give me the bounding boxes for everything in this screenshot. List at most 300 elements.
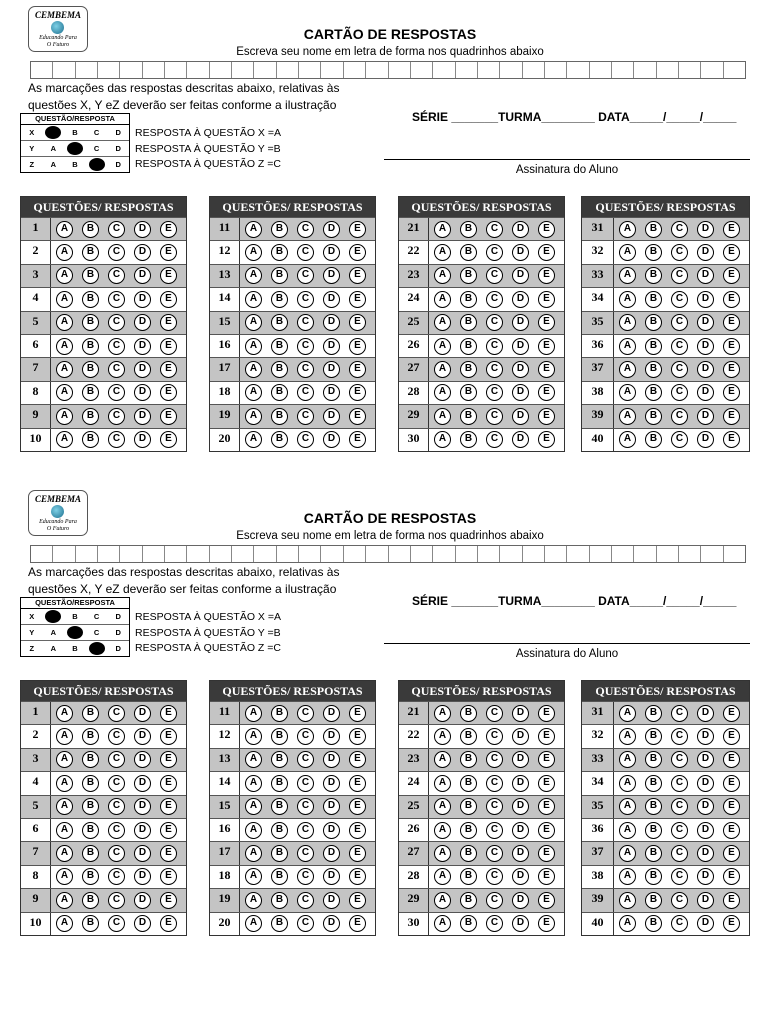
answer-bubble[interactable]: C bbox=[671, 291, 688, 308]
answer-bubble[interactable]: A bbox=[56, 338, 73, 355]
answer-bubble[interactable]: C bbox=[297, 868, 314, 885]
answer-bubble[interactable]: B bbox=[645, 892, 662, 909]
answer-bubble[interactable]: E bbox=[538, 431, 555, 448]
name-letter-box[interactable] bbox=[187, 546, 209, 562]
answer-bubble[interactable]: C bbox=[486, 314, 503, 331]
answer-bubble[interactable]: E bbox=[160, 915, 177, 932]
name-letter-box[interactable] bbox=[299, 546, 321, 562]
answer-bubble[interactable]: A bbox=[619, 244, 636, 261]
answer-bubble[interactable]: B bbox=[460, 338, 477, 355]
answer-bubble[interactable]: D bbox=[512, 822, 529, 839]
answer-bubble[interactable]: C bbox=[108, 338, 125, 355]
answer-bubble[interactable]: C bbox=[486, 431, 503, 448]
answer-bubble[interactable]: D bbox=[512, 892, 529, 909]
answer-bubble[interactable]: C bbox=[486, 291, 503, 308]
answer-bubble[interactable]: B bbox=[645, 338, 662, 355]
answer-bubble[interactable]: B bbox=[271, 384, 288, 401]
answer-bubble[interactable]: A bbox=[56, 868, 73, 885]
answer-bubble[interactable]: B bbox=[645, 775, 662, 792]
name-letter-box[interactable] bbox=[98, 546, 120, 562]
answer-bubble[interactable]: E bbox=[723, 892, 740, 909]
answer-bubble[interactable]: B bbox=[460, 915, 477, 932]
answer-bubble[interactable]: A bbox=[434, 267, 451, 284]
answer-bubble[interactable]: D bbox=[323, 915, 340, 932]
answer-bubble[interactable]: D bbox=[134, 244, 151, 261]
answer-bubble[interactable]: D bbox=[134, 798, 151, 815]
signature-line[interactable] bbox=[384, 159, 750, 160]
answer-bubble[interactable]: B bbox=[645, 361, 662, 378]
answer-bubble[interactable]: D bbox=[323, 408, 340, 425]
answer-bubble[interactable]: E bbox=[349, 221, 366, 238]
name-letter-box[interactable] bbox=[701, 546, 723, 562]
answer-bubble[interactable]: E bbox=[538, 868, 555, 885]
name-letter-box[interactable] bbox=[456, 62, 478, 78]
name-letter-box[interactable] bbox=[277, 62, 299, 78]
answer-bubble[interactable]: A bbox=[434, 338, 451, 355]
answer-bubble[interactable]: D bbox=[134, 361, 151, 378]
name-letter-box[interactable] bbox=[567, 546, 589, 562]
answer-bubble[interactable]: B bbox=[645, 408, 662, 425]
answer-bubble[interactable]: B bbox=[645, 244, 662, 261]
name-letter-box[interactable] bbox=[389, 62, 411, 78]
answer-bubble[interactable]: C bbox=[671, 408, 688, 425]
answer-bubble[interactable]: D bbox=[512, 845, 529, 862]
answer-bubble[interactable]: E bbox=[349, 314, 366, 331]
answer-bubble[interactable]: A bbox=[434, 798, 451, 815]
answer-bubble[interactable]: E bbox=[538, 221, 555, 238]
answer-bubble[interactable]: C bbox=[297, 798, 314, 815]
answer-bubble[interactable]: C bbox=[108, 915, 125, 932]
signature-line[interactable] bbox=[384, 643, 750, 644]
name-letter-box[interactable] bbox=[679, 62, 701, 78]
answer-bubble[interactable]: C bbox=[297, 384, 314, 401]
answer-bubble[interactable]: C bbox=[108, 798, 125, 815]
answer-bubble[interactable]: E bbox=[349, 728, 366, 745]
name-letter-box[interactable] bbox=[366, 546, 388, 562]
answer-bubble[interactable]: C bbox=[486, 892, 503, 909]
answer-bubble[interactable]: C bbox=[297, 751, 314, 768]
answer-bubble[interactable]: C bbox=[486, 221, 503, 238]
name-letter-box[interactable] bbox=[545, 62, 567, 78]
answer-bubble[interactable]: B bbox=[271, 915, 288, 932]
name-letter-box[interactable] bbox=[76, 62, 98, 78]
answer-bubble[interactable]: C bbox=[297, 408, 314, 425]
answer-bubble[interactable]: D bbox=[134, 705, 151, 722]
answer-bubble[interactable]: A bbox=[434, 868, 451, 885]
answer-bubble[interactable]: B bbox=[460, 384, 477, 401]
name-letter-box[interactable] bbox=[478, 62, 500, 78]
answer-bubble[interactable]: D bbox=[323, 868, 340, 885]
name-letter-box[interactable] bbox=[523, 62, 545, 78]
answer-bubble[interactable]: D bbox=[512, 291, 529, 308]
name-letter-box[interactable] bbox=[456, 546, 478, 562]
answer-bubble[interactable]: D bbox=[323, 775, 340, 792]
answer-bubble[interactable]: C bbox=[108, 845, 125, 862]
answer-bubble[interactable]: B bbox=[82, 221, 99, 238]
answer-bubble[interactable]: E bbox=[723, 338, 740, 355]
answer-bubble[interactable]: A bbox=[619, 892, 636, 909]
name-letter-box[interactable] bbox=[187, 62, 209, 78]
answer-bubble[interactable]: E bbox=[349, 291, 366, 308]
name-letter-box[interactable] bbox=[500, 546, 522, 562]
answer-bubble[interactable]: E bbox=[538, 845, 555, 862]
answer-bubble[interactable]: E bbox=[538, 915, 555, 932]
answer-bubble[interactable]: B bbox=[82, 728, 99, 745]
answer-bubble[interactable]: A bbox=[56, 244, 73, 261]
answer-bubble[interactable]: D bbox=[697, 244, 714, 261]
name-letter-box[interactable] bbox=[143, 62, 165, 78]
answer-bubble[interactable]: B bbox=[645, 221, 662, 238]
answer-bubble[interactable]: E bbox=[349, 361, 366, 378]
answer-bubble[interactable]: D bbox=[512, 244, 529, 261]
answer-bubble[interactable]: D bbox=[697, 868, 714, 885]
answer-bubble[interactable]: D bbox=[697, 775, 714, 792]
name-letter-box[interactable] bbox=[53, 62, 75, 78]
answer-bubble[interactable]: D bbox=[323, 384, 340, 401]
answer-bubble[interactable]: E bbox=[723, 408, 740, 425]
answer-bubble[interactable]: E bbox=[723, 775, 740, 792]
answer-bubble[interactable]: E bbox=[538, 291, 555, 308]
answer-bubble[interactable]: E bbox=[723, 915, 740, 932]
answer-bubble[interactable]: E bbox=[349, 705, 366, 722]
answer-bubble[interactable]: C bbox=[297, 728, 314, 745]
answer-bubble[interactable]: B bbox=[271, 408, 288, 425]
answer-bubble[interactable]: A bbox=[56, 915, 73, 932]
answer-bubble[interactable]: D bbox=[323, 728, 340, 745]
answer-bubble[interactable]: B bbox=[460, 431, 477, 448]
answer-bubble[interactable]: C bbox=[671, 221, 688, 238]
answer-bubble[interactable]: A bbox=[619, 751, 636, 768]
answer-bubble[interactable]: E bbox=[349, 798, 366, 815]
name-letter-box[interactable] bbox=[366, 62, 388, 78]
answer-bubble[interactable]: E bbox=[349, 244, 366, 261]
answer-bubble[interactable]: D bbox=[512, 361, 529, 378]
answer-bubble[interactable]: D bbox=[512, 751, 529, 768]
name-letter-box[interactable] bbox=[612, 546, 634, 562]
answer-bubble[interactable]: B bbox=[460, 291, 477, 308]
answer-bubble[interactable]: C bbox=[297, 705, 314, 722]
answer-bubble[interactable]: A bbox=[56, 221, 73, 238]
answer-bubble[interactable]: A bbox=[245, 915, 262, 932]
answer-bubble[interactable]: E bbox=[349, 431, 366, 448]
answer-bubble[interactable]: B bbox=[645, 798, 662, 815]
answer-bubble[interactable]: C bbox=[671, 244, 688, 261]
name-letter-box[interactable] bbox=[31, 62, 53, 78]
answer-bubble[interactable]: A bbox=[434, 244, 451, 261]
answer-bubble[interactable]: B bbox=[271, 892, 288, 909]
answer-bubble[interactable]: A bbox=[56, 892, 73, 909]
name-letter-box[interactable] bbox=[210, 546, 232, 562]
answer-bubble[interactable]: C bbox=[297, 915, 314, 932]
answer-bubble[interactable]: D bbox=[512, 915, 529, 932]
answer-bubble[interactable]: D bbox=[134, 221, 151, 238]
answer-bubble[interactable]: B bbox=[460, 751, 477, 768]
answer-bubble[interactable]: C bbox=[671, 798, 688, 815]
answer-bubble[interactable]: E bbox=[160, 868, 177, 885]
name-letter-box[interactable] bbox=[210, 62, 232, 78]
answer-bubble[interactable]: B bbox=[82, 775, 99, 792]
name-letter-box[interactable] bbox=[120, 546, 142, 562]
answer-bubble[interactable]: C bbox=[486, 798, 503, 815]
answer-bubble[interactable]: A bbox=[56, 728, 73, 745]
answer-bubble[interactable]: B bbox=[271, 267, 288, 284]
answer-bubble[interactable]: E bbox=[160, 775, 177, 792]
answer-bubble[interactable]: C bbox=[297, 822, 314, 839]
answer-bubble[interactable]: A bbox=[245, 291, 262, 308]
answer-bubble[interactable]: D bbox=[697, 361, 714, 378]
answer-bubble[interactable]: E bbox=[349, 267, 366, 284]
answer-bubble[interactable]: D bbox=[323, 798, 340, 815]
answer-bubble[interactable]: B bbox=[645, 915, 662, 932]
answer-bubble[interactable]: D bbox=[512, 314, 529, 331]
answer-bubble[interactable]: A bbox=[245, 728, 262, 745]
answer-bubble[interactable]: E bbox=[723, 822, 740, 839]
answer-bubble[interactable]: D bbox=[697, 822, 714, 839]
answer-bubble[interactable]: E bbox=[160, 705, 177, 722]
answer-bubble[interactable]: D bbox=[323, 751, 340, 768]
answer-bubble[interactable]: A bbox=[56, 775, 73, 792]
answer-bubble[interactable]: A bbox=[56, 822, 73, 839]
name-letter-box[interactable] bbox=[232, 546, 254, 562]
answer-bubble[interactable]: E bbox=[723, 798, 740, 815]
answer-bubble[interactable]: A bbox=[56, 751, 73, 768]
name-letter-box[interactable] bbox=[657, 62, 679, 78]
name-letter-box[interactable] bbox=[232, 62, 254, 78]
answer-bubble[interactable]: E bbox=[160, 798, 177, 815]
answer-bubble[interactable]: A bbox=[245, 868, 262, 885]
answer-bubble[interactable]: A bbox=[619, 267, 636, 284]
answer-bubble[interactable]: D bbox=[134, 775, 151, 792]
answer-bubble[interactable]: C bbox=[486, 267, 503, 284]
answer-bubble[interactable]: A bbox=[245, 314, 262, 331]
answer-bubble[interactable]: C bbox=[108, 822, 125, 839]
answer-bubble[interactable]: B bbox=[271, 244, 288, 261]
answer-bubble[interactable]: C bbox=[671, 775, 688, 792]
name-letter-box[interactable] bbox=[701, 62, 723, 78]
answer-bubble[interactable]: D bbox=[697, 408, 714, 425]
answer-bubble[interactable]: C bbox=[486, 728, 503, 745]
name-letter-box[interactable] bbox=[143, 546, 165, 562]
answer-bubble[interactable]: E bbox=[723, 705, 740, 722]
answer-bubble[interactable]: C bbox=[671, 384, 688, 401]
name-letter-box[interactable] bbox=[590, 546, 612, 562]
answer-bubble[interactable]: C bbox=[297, 338, 314, 355]
answer-bubble[interactable]: A bbox=[434, 314, 451, 331]
name-letter-box[interactable] bbox=[254, 62, 276, 78]
answer-bubble[interactable]: D bbox=[697, 915, 714, 932]
answer-bubble[interactable]: C bbox=[297, 267, 314, 284]
answer-bubble[interactable]: C bbox=[486, 868, 503, 885]
answer-bubble[interactable]: C bbox=[486, 338, 503, 355]
answer-bubble[interactable]: A bbox=[245, 775, 262, 792]
name-letter-box[interactable] bbox=[31, 546, 53, 562]
answer-bubble[interactable]: A bbox=[434, 384, 451, 401]
answer-bubble[interactable]: B bbox=[271, 338, 288, 355]
answer-bubble[interactable]: D bbox=[512, 798, 529, 815]
answer-bubble[interactable]: B bbox=[271, 798, 288, 815]
answer-bubble[interactable]: B bbox=[82, 751, 99, 768]
answer-bubble[interactable]: E bbox=[538, 314, 555, 331]
answer-bubble[interactable]: C bbox=[108, 868, 125, 885]
answer-bubble[interactable]: A bbox=[434, 408, 451, 425]
name-input-boxes[interactable] bbox=[30, 545, 746, 563]
answer-bubble[interactable]: E bbox=[538, 384, 555, 401]
answer-bubble[interactable]: D bbox=[697, 267, 714, 284]
answer-bubble[interactable]: C bbox=[486, 751, 503, 768]
answer-bubble[interactable]: B bbox=[271, 431, 288, 448]
answer-bubble[interactable]: E bbox=[538, 728, 555, 745]
answer-bubble[interactable]: C bbox=[671, 267, 688, 284]
answer-bubble[interactable]: B bbox=[645, 431, 662, 448]
name-letter-box[interactable] bbox=[344, 546, 366, 562]
answer-bubble[interactable]: C bbox=[486, 408, 503, 425]
answer-bubble[interactable]: B bbox=[271, 705, 288, 722]
answer-bubble[interactable]: B bbox=[82, 822, 99, 839]
answer-bubble[interactable]: D bbox=[323, 221, 340, 238]
answer-bubble[interactable]: B bbox=[460, 314, 477, 331]
answer-bubble[interactable]: B bbox=[271, 868, 288, 885]
name-letter-box[interactable] bbox=[299, 62, 321, 78]
answer-bubble[interactable]: B bbox=[82, 705, 99, 722]
answer-bubble[interactable]: B bbox=[82, 915, 99, 932]
answer-bubble[interactable]: D bbox=[134, 868, 151, 885]
answer-bubble[interactable]: B bbox=[460, 728, 477, 745]
name-letter-box[interactable] bbox=[590, 62, 612, 78]
answer-bubble[interactable]: E bbox=[723, 845, 740, 862]
answer-bubble[interactable]: E bbox=[349, 868, 366, 885]
answer-bubble[interactable]: B bbox=[645, 267, 662, 284]
answer-bubble[interactable]: D bbox=[323, 892, 340, 909]
answer-bubble[interactable]: E bbox=[349, 384, 366, 401]
answer-bubble[interactable]: E bbox=[160, 822, 177, 839]
answer-bubble[interactable]: A bbox=[434, 892, 451, 909]
answer-bubble[interactable]: C bbox=[486, 705, 503, 722]
answer-bubble[interactable]: A bbox=[619, 915, 636, 932]
answer-bubble[interactable]: D bbox=[323, 267, 340, 284]
serie-turma-data-line[interactable]: SÉRIE _______TURMA________ DATA_____/_____/_____ bbox=[412, 594, 737, 608]
answer-bubble[interactable]: A bbox=[245, 798, 262, 815]
answer-bubble[interactable]: A bbox=[619, 798, 636, 815]
answer-bubble[interactable]: D bbox=[512, 868, 529, 885]
answer-bubble[interactable]: B bbox=[460, 361, 477, 378]
answer-bubble[interactable]: C bbox=[486, 384, 503, 401]
answer-bubble[interactable]: E bbox=[349, 751, 366, 768]
answer-bubble[interactable]: E bbox=[349, 338, 366, 355]
answer-bubble[interactable]: E bbox=[723, 314, 740, 331]
answer-bubble[interactable]: A bbox=[619, 775, 636, 792]
answer-bubble[interactable]: D bbox=[512, 384, 529, 401]
answer-bubble[interactable]: C bbox=[486, 845, 503, 862]
answer-bubble[interactable]: E bbox=[160, 845, 177, 862]
name-letter-box[interactable] bbox=[98, 62, 120, 78]
answer-bubble[interactable]: A bbox=[245, 221, 262, 238]
answer-bubble[interactable]: D bbox=[512, 728, 529, 745]
answer-bubble[interactable]: D bbox=[134, 267, 151, 284]
name-letter-box[interactable] bbox=[724, 62, 745, 78]
answer-bubble[interactable]: D bbox=[323, 361, 340, 378]
answer-bubble[interactable]: E bbox=[538, 244, 555, 261]
answer-bubble[interactable]: D bbox=[134, 314, 151, 331]
answer-bubble[interactable]: A bbox=[619, 338, 636, 355]
answer-bubble[interactable]: B bbox=[645, 384, 662, 401]
answer-bubble[interactable]: C bbox=[297, 244, 314, 261]
answer-bubble[interactable]: D bbox=[512, 775, 529, 792]
answer-bubble[interactable]: B bbox=[271, 845, 288, 862]
answer-bubble[interactable]: C bbox=[486, 361, 503, 378]
name-letter-box[interactable] bbox=[254, 546, 276, 562]
answer-bubble[interactable]: D bbox=[134, 751, 151, 768]
answer-bubble[interactable]: B bbox=[460, 408, 477, 425]
answer-bubble[interactable]: D bbox=[323, 244, 340, 261]
answer-bubble[interactable]: A bbox=[56, 314, 73, 331]
name-letter-box[interactable] bbox=[411, 62, 433, 78]
answer-bubble[interactable]: A bbox=[434, 431, 451, 448]
name-letter-box[interactable] bbox=[478, 546, 500, 562]
answer-bubble[interactable]: E bbox=[538, 338, 555, 355]
answer-bubble[interactable]: B bbox=[82, 361, 99, 378]
answer-bubble[interactable]: D bbox=[697, 892, 714, 909]
answer-bubble[interactable]: D bbox=[697, 384, 714, 401]
answer-bubble[interactable]: D bbox=[134, 338, 151, 355]
answer-bubble[interactable]: D bbox=[697, 845, 714, 862]
answer-bubble[interactable]: D bbox=[697, 798, 714, 815]
answer-bubble[interactable]: C bbox=[486, 822, 503, 839]
name-input-boxes[interactable] bbox=[30, 61, 746, 79]
answer-bubble[interactable]: E bbox=[723, 291, 740, 308]
answer-bubble[interactable]: A bbox=[434, 221, 451, 238]
answer-bubble[interactable]: D bbox=[134, 408, 151, 425]
answer-bubble[interactable]: B bbox=[460, 267, 477, 284]
name-letter-box[interactable] bbox=[523, 546, 545, 562]
answer-bubble[interactable]: E bbox=[538, 822, 555, 839]
answer-bubble[interactable]: C bbox=[671, 705, 688, 722]
answer-bubble[interactable]: D bbox=[134, 892, 151, 909]
answer-bubble[interactable]: E bbox=[538, 408, 555, 425]
answer-bubble[interactable]: E bbox=[723, 221, 740, 238]
answer-bubble[interactable]: C bbox=[671, 338, 688, 355]
answer-bubble[interactable]: B bbox=[460, 705, 477, 722]
answer-bubble[interactable]: A bbox=[56, 705, 73, 722]
answer-bubble[interactable]: C bbox=[108, 244, 125, 261]
answer-bubble[interactable]: B bbox=[271, 361, 288, 378]
answer-bubble[interactable]: C bbox=[297, 314, 314, 331]
serie-turma-data-line[interactable]: SÉRIE _______TURMA________ DATA_____/_____/_____ bbox=[412, 110, 737, 124]
answer-bubble[interactable]: E bbox=[349, 408, 366, 425]
answer-bubble[interactable]: E bbox=[160, 408, 177, 425]
answer-bubble[interactable]: E bbox=[538, 892, 555, 909]
answer-bubble[interactable]: C bbox=[297, 291, 314, 308]
answer-bubble[interactable]: E bbox=[723, 267, 740, 284]
answer-bubble[interactable]: A bbox=[56, 267, 73, 284]
answer-bubble[interactable]: E bbox=[538, 751, 555, 768]
answer-bubble[interactable]: E bbox=[723, 431, 740, 448]
answer-bubble[interactable]: B bbox=[271, 775, 288, 792]
answer-bubble[interactable]: B bbox=[82, 892, 99, 909]
answer-bubble[interactable]: C bbox=[108, 384, 125, 401]
answer-bubble[interactable]: E bbox=[160, 384, 177, 401]
answer-bubble[interactable]: D bbox=[134, 431, 151, 448]
answer-bubble[interactable]: E bbox=[349, 845, 366, 862]
name-letter-box[interactable] bbox=[76, 546, 98, 562]
answer-bubble[interactable]: B bbox=[82, 798, 99, 815]
answer-bubble[interactable]: C bbox=[108, 892, 125, 909]
name-letter-box[interactable] bbox=[724, 546, 745, 562]
answer-bubble[interactable]: E bbox=[349, 892, 366, 909]
answer-bubble[interactable]: A bbox=[434, 361, 451, 378]
answer-bubble[interactable]: E bbox=[160, 314, 177, 331]
answer-bubble[interactable]: B bbox=[82, 845, 99, 862]
name-letter-box[interactable] bbox=[165, 62, 187, 78]
